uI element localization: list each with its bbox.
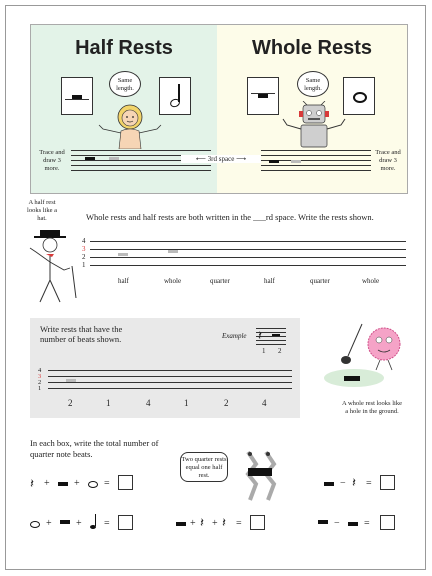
arrow-right-icon: ⟶: [234, 155, 247, 163]
hat-note: A half rest looks like a hat.: [27, 199, 57, 223]
plus-sign: +: [212, 518, 218, 529]
sum-row-1-left: [30, 476, 140, 494]
example-number-1: 1: [262, 347, 266, 355]
line-number-3: 3: [82, 245, 86, 253]
whole-note-icon: [353, 92, 367, 103]
beats-line-number-2: 2: [38, 379, 42, 386]
line-number-1: 1: [82, 261, 86, 269]
beats-line-number-1: 1: [38, 385, 42, 392]
quarter-rest-characters: [236, 444, 286, 504]
sums-bubble: Two quarter rests equal one half rest.: [180, 452, 228, 482]
whole-rest-answer[interactable]: [168, 250, 178, 253]
quarter-rest-icon: 𝄽: [200, 515, 204, 530]
label-half-1: half: [118, 277, 129, 285]
beat-number-5: 2: [224, 398, 229, 408]
equals-sign: =: [366, 478, 372, 489]
trace-instruction-right: Trace and draw 3 more.: [375, 149, 401, 173]
half-rest-example-icon: [272, 334, 280, 336]
speech-bubble-right: Same length.: [297, 71, 329, 97]
equals-sign: =: [104, 518, 110, 529]
sum-row-2-middle: [176, 516, 286, 534]
quarter-rest-icon: 𝄽: [258, 328, 262, 343]
plus-sign: +: [46, 518, 52, 529]
hat-staff: [82, 237, 406, 271]
trace-instruction-left: Trace and draw 3 more.: [39, 149, 65, 173]
quarter-rest-icon: 𝄽: [352, 475, 356, 490]
whole-note-icon: [30, 521, 40, 528]
half-rest-icon: [348, 522, 358, 526]
hat-man-illustration: [24, 228, 80, 306]
beats-staff: [38, 367, 292, 394]
hole-note: A whole rest looks like a hole in the ground.: [342, 400, 402, 416]
whole-rest-card: [247, 77, 279, 115]
plus-sign: +: [76, 518, 82, 529]
plus-sign: +: [74, 478, 80, 489]
answer-box[interactable]: [118, 475, 133, 490]
worksheet-page: [5, 5, 426, 570]
whole-rests-title: Whole Rests: [251, 37, 373, 59]
whole-note-icon: [88, 481, 98, 488]
hat-instruction: Whole rests and half rests are both written in the ___rd space. Write the rests shown.: [86, 212, 374, 222]
space-label: [181, 155, 261, 163]
half-rest-icon: [324, 482, 334, 486]
label-whole-1: whole: [164, 277, 182, 285]
sums-instruction: In each box, write the total number of quarter note beats.: [30, 438, 159, 459]
beat-number-4: 1: [184, 398, 189, 408]
quarter-rest-icon: 𝄽: [30, 476, 34, 491]
robot-illustration: [279, 101, 349, 149]
answer-box[interactable]: [250, 515, 265, 530]
half-note-icon: [178, 84, 180, 102]
sum-row-1-right: [324, 476, 414, 494]
line-number-4: 4: [82, 237, 86, 245]
label-quarter-2: quarter: [310, 277, 330, 285]
half-rest-trace[interactable]: [109, 157, 119, 160]
beat-number-3: 4: [146, 398, 151, 408]
equals-sign: =: [104, 478, 110, 489]
minus-sign: −: [340, 478, 346, 489]
plus-sign: +: [190, 518, 196, 529]
half-rests-title: Half Rests: [75, 37, 173, 59]
top-panel: [30, 24, 408, 194]
space-label-text: 3rd space: [207, 155, 235, 163]
whole-rest-icon: [258, 94, 268, 98]
example-staff: [256, 328, 286, 344]
beat-number-2: 1: [106, 398, 111, 408]
beats-line-number-3: 3: [38, 373, 42, 380]
sum-row-2-left: [30, 516, 160, 534]
whole-rest-example: [269, 160, 279, 163]
beats-answer-1[interactable]: [66, 379, 76, 382]
equals-sign: =: [236, 518, 242, 529]
minus-sign: −: [334, 518, 340, 529]
half-rest-example: [85, 157, 95, 160]
whole-rest-icon: [60, 520, 70, 524]
half-rest-answer[interactable]: [118, 253, 128, 256]
quarter-rest-icon: 𝄽: [222, 515, 226, 530]
label-half-2: half: [264, 277, 275, 285]
whole-rest-trace[interactable]: [291, 160, 301, 163]
whole-rest-icon: [318, 520, 328, 524]
beats-instruction: Write rests that have the number of beats shown.: [40, 324, 123, 345]
equals-sign: =: [364, 518, 370, 529]
answer-box[interactable]: [380, 515, 395, 530]
half-rest-card: [61, 77, 93, 115]
sum-row-2-right: [318, 516, 416, 534]
example-label: Example: [222, 332, 247, 340]
label-whole-2: whole: [362, 277, 380, 285]
answer-box[interactable]: [380, 475, 395, 490]
staff-right: [261, 150, 371, 170]
creature-illustration: [306, 316, 416, 392]
half-rest-icon: [72, 95, 82, 99]
arrow-left-icon: ⟵: [195, 155, 208, 163]
half-rest-icon: [58, 482, 68, 486]
beats-line-number-4: 4: [38, 367, 42, 374]
line-number-2: 2: [82, 253, 86, 261]
half-rest-icon: [176, 522, 186, 526]
girl-illustration: [95, 103, 165, 149]
beat-number-1: 2: [68, 398, 73, 408]
plus-sign: +: [44, 478, 50, 489]
example-number-2: 2: [278, 347, 282, 355]
answer-box[interactable]: [118, 515, 133, 530]
beat-number-6: 4: [262, 398, 267, 408]
speech-bubble-left: Same length.: [109, 71, 141, 97]
label-quarter-1: quarter: [210, 277, 230, 285]
